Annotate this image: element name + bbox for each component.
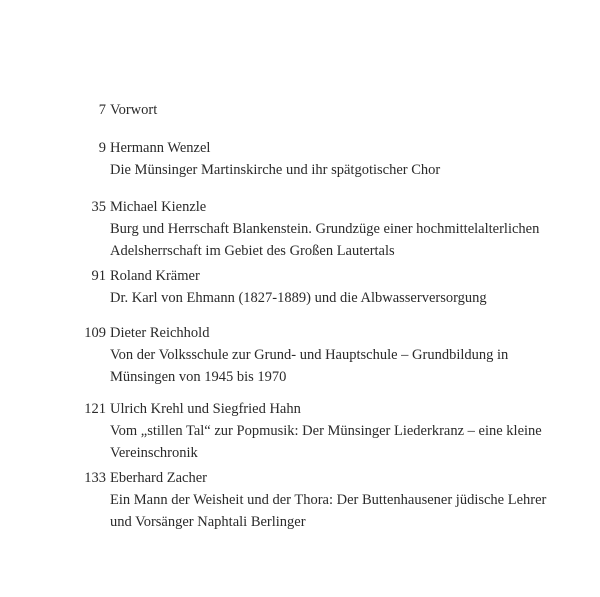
- entry-text: [110, 467, 580, 533]
- page-number: 9: [98, 140, 106, 156]
- entry-author: Eberhard Zacher: [110, 470, 208, 486]
- page-number: 7: [98, 102, 106, 118]
- entry-author: Michael Kienzle: [110, 199, 207, 215]
- entry-title: Vom „stillen Tal“ zur Popmusik: Der Münsinger Liederkranz – eine kleine: [110, 423, 542, 439]
- entry-author: Ulrich Krehl und Siegfried Hahn: [110, 401, 301, 417]
- entry-title: Dr. Karl von Ehmann (1827-1889) und die Albwasserversorgung: [110, 290, 487, 306]
- entry-text: [110, 265, 580, 309]
- entry-author: Roland Krämer: [110, 268, 200, 284]
- entry-author: Hermann Wenzel: [110, 140, 211, 156]
- entry-text: [110, 137, 580, 181]
- entry-title: Von der Volksschule zur Grund- und Hauptschule – Grundbildung in: [110, 347, 509, 363]
- entry-title-continued: Vereinschronik: [110, 445, 198, 461]
- entry-title: Ein Mann der Weisheit und der Thora: Der Buttenhausener jüdische Lehrer: [110, 492, 547, 508]
- entry-title-continued: und Vorsänger Naphtali Berlinger: [110, 514, 306, 530]
- page-number: 133: [84, 470, 106, 486]
- page-number: 35: [91, 199, 106, 215]
- entry-title: Die Münsinger Martinskirche und ihr spätgotischer Chor: [110, 162, 441, 178]
- entry-author: Dieter Reichhold: [110, 325, 210, 341]
- entry-text: [110, 398, 580, 464]
- page-number: 91: [91, 268, 106, 284]
- entry-title: Burg und Herrschaft Blankenstein. Grundzüge einer hochmittelalterlichen: [110, 221, 540, 237]
- page-number: 109: [84, 325, 106, 341]
- page-number: 121: [84, 401, 106, 417]
- entry-text: [110, 196, 580, 262]
- entry-text: [110, 99, 580, 121]
- entry-title-continued: Münsingen von 1945 bis 1970: [110, 369, 287, 385]
- entry-title-continued: Adelsherrschaft im Gebiet des Großen Lautertals: [110, 243, 395, 259]
- entry-title: Vorwort: [110, 102, 158, 118]
- entry-text: [110, 322, 580, 388]
